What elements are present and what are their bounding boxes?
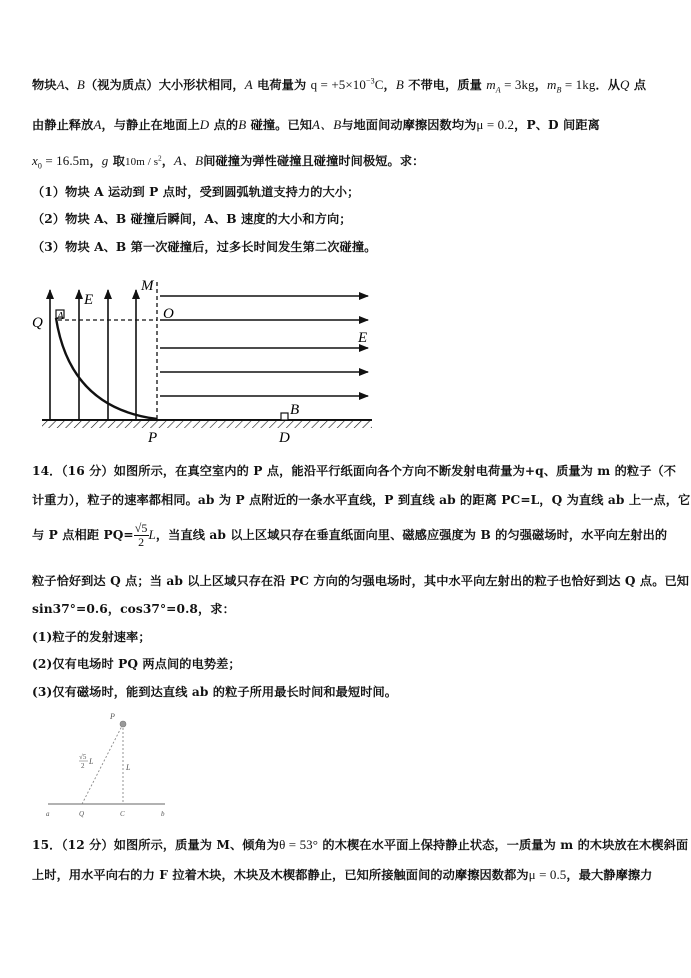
label-p-fig14: P	[110, 712, 115, 721]
p14-line-3: 与 P 点相距 PQ= $\frac{√5}{2}$ L，当直线 ab 以上区域只存在垂直纸面向里、磁感应强度为 B 的匀强磁场时，水平向左射出的	[32, 521, 668, 549]
label-l: L	[126, 763, 131, 772]
label-b-fig14: b	[161, 810, 165, 818]
point-p	[120, 721, 126, 727]
label-a: A	[57, 310, 64, 322]
block-b	[281, 413, 288, 420]
p15-line-1: 15．（12 分）如图所示，质量为 M、倾角为θ = 53° 的木楔在水平面上保持静止状态，一质量为 m 的木块放在木楔斜面	[32, 837, 689, 852]
ground-hatch	[42, 420, 372, 428]
p13-line-1: 物块A、B（视为质点）大小形状相同，A 电荷量为 $q = +5\times 10^{-3}C$，B 不带电，质量 $m_A = 3kg$，$m_B = 1kg$．从Q 点	[32, 76, 647, 95]
p13-line-3: $x_0 = 16.5m$，g 取$10m / s^2$，A、B间碰撞为弹性碰撞且碰撞时间极短。求：	[32, 153, 425, 171]
label-frac-num: √5	[79, 753, 87, 761]
label-e-left: E	[84, 292, 94, 308]
label-d: D	[279, 430, 290, 446]
label-e-right: E	[358, 330, 368, 346]
label-q-left: Q	[32, 315, 43, 331]
label-a-fig14: a	[46, 810, 50, 818]
p14-question-2: (2)仅有电场时 PQ 两点间的电势差；	[32, 657, 241, 671]
label-b: B	[290, 402, 300, 418]
p13-question-3: （3）物块 A、B 第一次碰撞后，过多长时间发生第二次碰撞。	[32, 240, 377, 254]
p14-line-5: sin37°=0.6，cos37°=0.8，求：	[32, 602, 235, 616]
p13-question-2: （2）物块 A、B 碰撞后瞬间，A、B 速度的大小和方向；	[32, 212, 352, 226]
label-q-fig14: Q	[79, 810, 85, 818]
p14-line-2: 计重力），粒子的速率都相同。ab 为 P 点附近的一条水平直线，P 到直线 ab 的距离 PC=L，Q 为直线 ab 上一点，它	[32, 493, 691, 507]
fraction-sqrt5-over-2: $\frac{√5}{2}$	[134, 521, 148, 549]
label-o: O	[163, 306, 174, 322]
p14-line-4: 粒子恰好到达 Q 点；当 ab 以上区域只存在沿 PC 方向的匀强电场时，其中水平向左射出的粒子也恰好到达 Q 点。已知	[32, 574, 690, 588]
arc-track	[56, 318, 157, 419]
figure-13-diagram	[30, 268, 380, 448]
p15-line-2: 上时，用水平向右的力 F 拉着木块，木块及木楔都静止，已知所接触面间的动摩擦因数都为μ = 0.5，最大静摩擦力	[32, 867, 653, 882]
p13-question-1: （1）物块 A 运动到 P 点时，受到圆弧轨道支持力的大小；	[32, 185, 360, 199]
label-m: M	[141, 278, 154, 294]
label-frac-den: 2	[81, 762, 85, 770]
p13-line-2: 由静止释放A，与静止在地面上D 点的B 碰撞。已知A、B与地面间动摩擦因数均为μ = 0.2，P、D 间距离	[32, 117, 600, 132]
label-c-fig14: C	[120, 810, 125, 818]
p14-question-3: (3)仅有磁场时，能到达直线 ab 的粒子所用最长时间和最短时间。	[32, 685, 398, 699]
p14-question-1: (1)粒子的发射速率；	[32, 630, 151, 644]
label-p: P	[148, 430, 158, 446]
label-frac-l: L	[89, 757, 94, 766]
p14-line-1: 14．（16 分）如图所示，在真空室内的 P 点，能沿平行纸面向各个方向不断发射电荷量为+q、质量为 m 的粒子（不	[32, 464, 677, 478]
figure-14-diagram	[40, 706, 180, 821]
